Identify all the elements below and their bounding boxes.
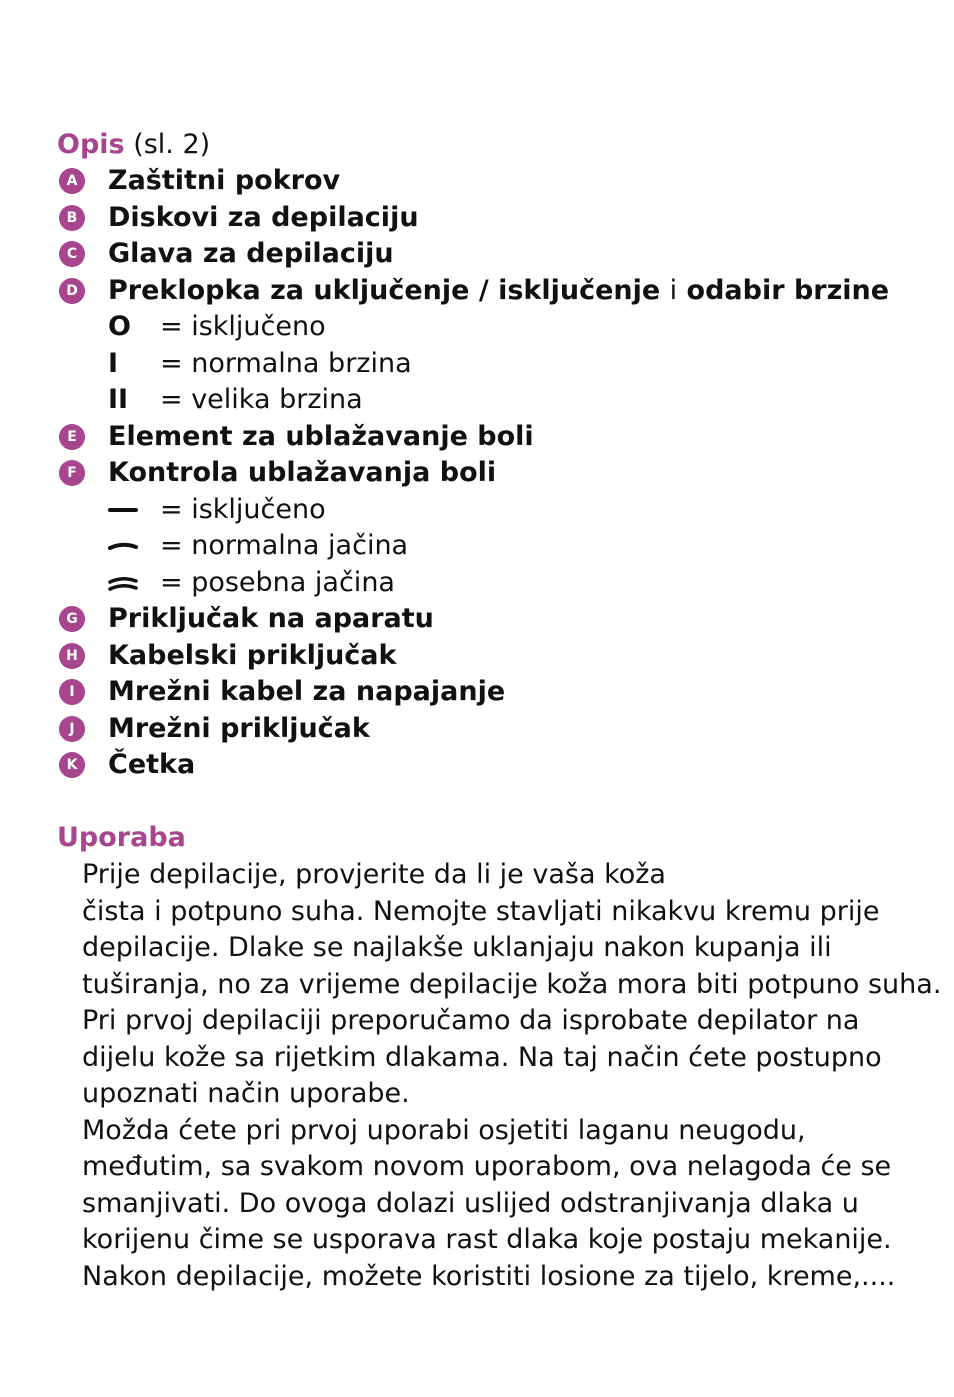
item-label-d [108,273,889,309]
pain-text: = normalna jačina [160,530,409,561]
paragraph-line: korijenu čime se usporava rast dlaka koje postaju mekanije. [82,1224,892,1255]
letter-badge-g: G [59,606,85,632]
paragraph-line: čista i potpuno suha. Nemojte stavljati nikakvu kremu prije [82,895,880,927]
speed-text: = velika brzina [160,384,363,415]
single-flat-line-icon [108,504,138,516]
paragraph-line: Prije depilacije, provjerite da li je vaša koža [82,859,666,890]
item-label-f: Kontrola ublažavanja boli [108,457,497,488]
item-label-d-part2: odabir brzine [686,275,890,306]
item-label-g: Priključak na aparatu [108,603,434,634]
paragraph-line: Možda ćete pri prvoj uporabi osjetiti laganu neugodu, [82,1114,806,1146]
letter-badge-b: B [59,205,85,231]
letter-badge-d: D [59,278,85,304]
uporaba-paragraph [82,857,941,1295]
letter-badge-c: C [59,241,85,267]
speed-symbol: O [108,311,131,342]
double-curved-line-icon [108,575,138,593]
paragraph-line: smanjivati. Do ovoga dolazi uslijed odstranjivanja dlaka u [82,1187,859,1219]
paragraph-line: upoznati način uporabe. [82,1078,410,1109]
letter-badge-e: E [59,424,85,450]
letter-badge-j: J [59,716,85,742]
letter-badge-f: F [59,460,85,486]
letter-badge-k: K [59,752,85,778]
paragraph-line: međutim, sa svakom novom uporabom, ova nelagoda će se [82,1151,892,1182]
item-label-b: Diskovi za depilaciju [108,202,419,233]
item-label-d-join: i [669,275,678,306]
pain-text: = posebna jačina [160,567,395,598]
letter-badge-i: I [59,679,85,705]
speed-symbol: II [108,384,129,415]
pain-text: = isključeno [160,494,326,525]
opis-title: Opis [57,129,125,160]
item-label-h: Kabelski priključak [108,640,397,671]
opis-heading [57,127,210,163]
speed-text: = normalna brzina [160,348,412,379]
item-label-a: Zaštitni pokrov [108,165,341,196]
item-label-d-part1: Preklopka za uključenje / isključenje [108,275,661,306]
letter-badge-a: A [59,168,85,194]
paragraph-line: tuširanja, no za vrijeme depilacije koža mora biti potpuno suha. [82,968,942,1000]
item-label-e: Element za ublažavanje boli [108,421,534,452]
letter-badge-h: H [59,643,85,669]
item-label-i: Mrežni kabel za napajanje [108,676,506,707]
uporaba-title: Uporaba [57,822,186,853]
paragraph-line: depilacije. Dlake se najlakše uklanjaju nakon kupanja ili [82,932,832,963]
item-label-j: Mrežni priključak [108,713,370,744]
item-label-c: Glava za depilaciju [108,238,394,269]
speed-text: = isključeno [160,311,326,342]
paragraph-line: Nakon depilacije, možete koristiti losione za tijelo, kreme,.... [82,1260,896,1292]
item-label-k: Četka [108,749,196,780]
uporaba-heading [57,820,186,856]
paragraph-line: dijelu kože sa rijetkim dlakama. Na taj način ćete postupno [82,1041,882,1073]
single-curved-line-icon [108,540,138,552]
opis-title-suffix: (sl. 2) [133,129,211,160]
paragraph-line: Pri prvoj depilaciji preporučamo da isprobate depilator na [82,1005,860,1036]
speed-symbol: I [108,348,119,379]
